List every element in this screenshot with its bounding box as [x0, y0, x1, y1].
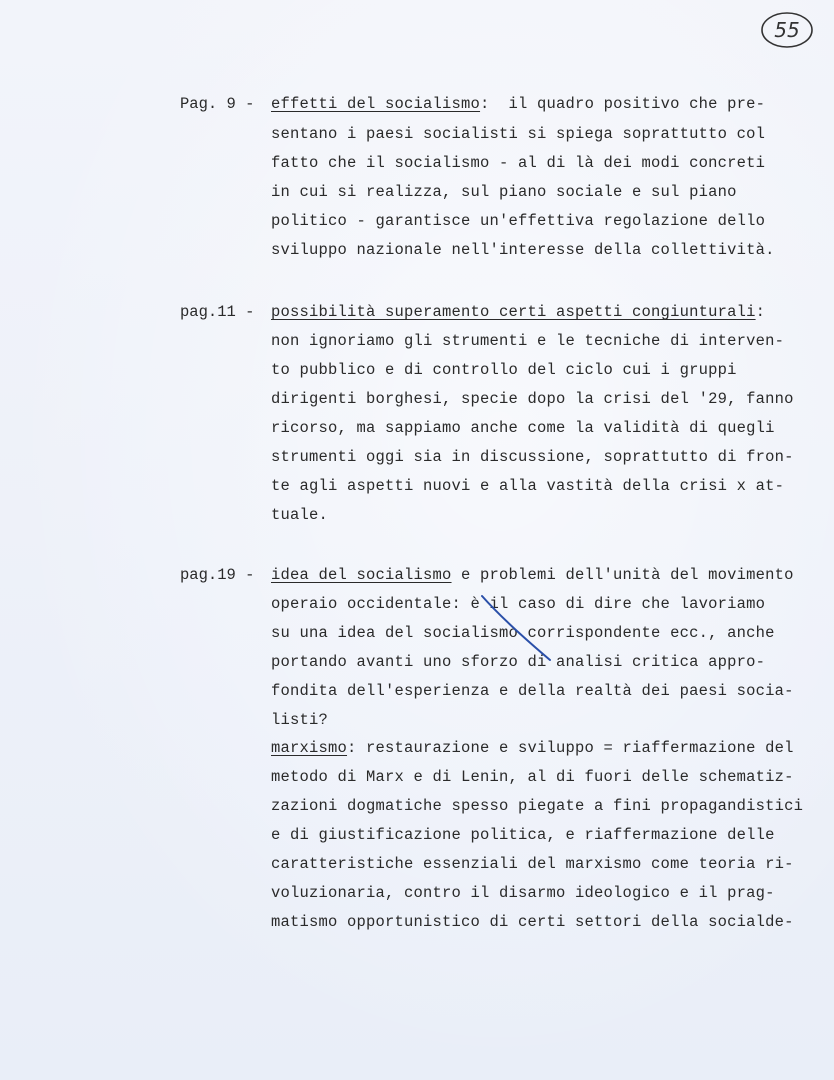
entry3-line2: operaio occidentale: è il caso di dire che lavoriamo	[271, 595, 766, 613]
entry3-line6: listi?	[271, 711, 329, 729]
entry2-line8: tuale.	[271, 506, 329, 524]
entry2-line3: to pubblico e di controllo del ciclo cui i gruppi	[271, 361, 737, 379]
entry3-line5: fondita dell'esperienza e della realtà dei paesi socia-	[271, 682, 794, 700]
entry3-line12: voluzionaria, contro il disarmo ideologico e il prag-	[271, 884, 775, 902]
entry2-line7: te agli aspetti nuovi e alla vastità della crisi x at-	[271, 477, 785, 495]
entry3-line1-rest: e problemi dell'unità del movimento	[451, 566, 794, 584]
entry3-line1	[271, 561, 794, 590]
entry1-line5: politico - garantisce un'effettiva regolazione dello	[271, 212, 766, 230]
entry2-heading: possibilità superamento certi aspetti congiunturali	[271, 303, 756, 321]
entry3-line11: caratteristiche essenziali del marxismo come teoria ri-	[271, 855, 794, 873]
marxismo-heading: marxismo	[271, 739, 348, 757]
entry2-line1-rest: :	[755, 303, 766, 321]
entry2-line1	[271, 298, 765, 327]
page-number-text: 55	[774, 18, 800, 42]
entry2-line2: non ignoriamo gli strumenti e le tecniche di interven-	[271, 332, 785, 350]
entry2-line6: strumenti oggi sia in discussione, soprattutto di fron-	[271, 448, 794, 466]
entry3-line3: su una idea del socialismo corrispondente ecc., anche	[271, 624, 775, 642]
entry3-line8: metodo di Marx e di Lenin, al di fuori delle schematiz-	[271, 768, 794, 786]
entry1-heading: effetti del socialismo	[271, 95, 481, 113]
entry3-line4: portando avanti uno sforzo di analisi critica appro-	[271, 653, 766, 671]
bleed-through-marks	[440, 490, 512, 564]
entry-label-pag19: pag.19 -	[180, 566, 255, 584]
entry1-line1-rest: : il quadro positivo che pre-	[480, 95, 766, 113]
entry-label-pag9: Pag. 9 -	[180, 95, 255, 113]
entry1-line4: in cui si realizza, sul piano sociale e sul piano	[271, 183, 737, 201]
entry1-line6: sviluppo nazionale nell'interesse della collettività.	[271, 241, 775, 259]
entry1-line1	[271, 90, 765, 119]
entry3-heading: idea del socialismo	[271, 566, 452, 584]
entry-label-pag11: pag.11 -	[180, 303, 255, 321]
entry3-line13: matismo opportunistico di certi settori della socialde-	[271, 913, 794, 931]
entry3-line9: zazioni dogmatiche spesso piegate a fini propagandistici	[271, 797, 804, 815]
entry3-line7-rest: : restaurazione e sviluppo = riaffermazione del	[347, 739, 794, 757]
entry1-line2: sentano i paesi socialisti si spiega soprattutto col	[271, 125, 766, 143]
entry2-line5: ricorso, ma sappiamo anche come la validità di quegli	[271, 419, 775, 437]
entry3-line10: e di giustificazione politica, e riaffermazione delle	[271, 826, 775, 844]
entry1-line3: fatto che il socialismo - al di là dei modi concreti	[271, 154, 766, 172]
pen-stroke-mark	[478, 592, 558, 664]
handwritten-page-number	[758, 10, 816, 50]
entry2-line4: dirigenti borghesi, specie dopo la crisi del '29, fanno	[271, 390, 794, 408]
entry3-line7	[271, 734, 794, 763]
